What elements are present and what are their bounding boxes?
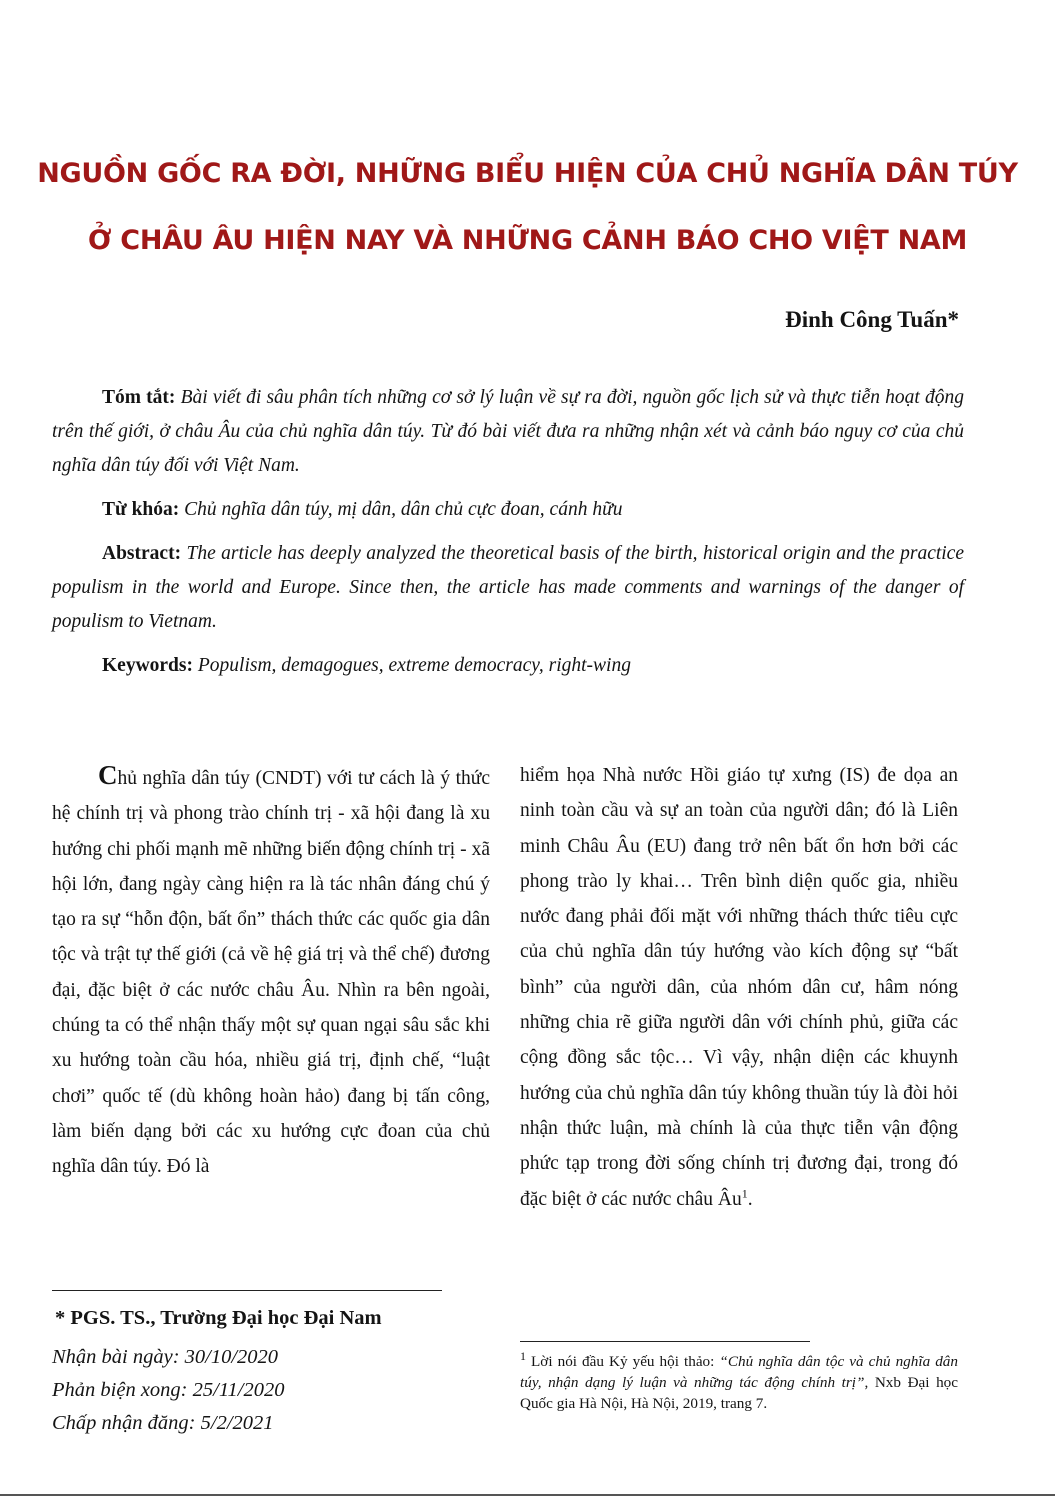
abstract-vi-label: Tóm tắt:	[102, 387, 176, 408]
footnote-title: “Chủ nghĩa dân tộc và chủ nghĩa dân túy, nhận dạng lý luận và những tác động chính trị”	[520, 1353, 958, 1391]
footnote-divider-left	[52, 1290, 442, 1291]
keywords-vi-label: Từ khóa:	[102, 499, 180, 520]
body-right-end: .	[747, 1188, 753, 1210]
keywords-en-label: Keywords:	[102, 655, 193, 676]
title-line-1: NGUỒN GỐC RA ĐỜI, NHỮNG BIỂU HIỆN CỦA CHỦ NGHĨA DÂN TÚY	[37, 158, 1018, 189]
reviewed-date: Phản biện xong: 25/11/2020	[52, 1379, 285, 1401]
keywords-en	[52, 649, 964, 683]
abstract-en-label: Abstract:	[102, 543, 182, 564]
body-column-right	[520, 758, 958, 1217]
keywords-vi-text: Chủ nghĩa dân túy, mị dân, dân chủ cực đoan, cánh hữu	[184, 499, 623, 520]
submission-dates	[52, 1341, 285, 1440]
author-affiliation: * PGS. TS., Trường Đại học Đại Nam	[55, 1307, 382, 1329]
body-column-left	[52, 758, 490, 1185]
footnote-1	[520, 1348, 959, 1414]
article-title	[30, 140, 1025, 274]
body-left-text: hủ nghĩa dân túy (CNDT) với tư cách là ý thức hệ chính trị và phong trào chính trị - xã hội đang là xu hướng chi phối mạnh mẽ những biến động chính trị - xã hội lớn, đang ngày càng hiện ra là tác nhân đáng chú ý tạo ra sự “hỗn độn, bất ổn” thách thức các quốc gia dân tộc và trật tự thế giới (cả về hệ giá trị và thể chế) đương đại, đặc biệt ở các nước châu Âu. Nhìn ra bên ngoài, chúng ta có thể nhận thấy một sự quan ngại sâu sắc khi xu hướng toàn cầu hóa, nhiều giá trị, định chế, “luật chơi” quốc tế (dù không hoàn hảo) đang bị tấn công, làm biến dạng bởi các xu hướng cực đoan của chủ nghĩa dân túy. Đó là	[52, 768, 490, 1178]
footnote-divider-right	[520, 1341, 810, 1342]
author-name: Đinh Công Tuấn*	[785, 307, 959, 332]
scan-bottom-edge	[0, 1494, 1055, 1496]
title-line-2: Ở CHÂU ÂU HIỆN NAY VÀ NHỮNG CẢNH BÁO CHO VIỆT NAM	[87, 225, 968, 256]
received-date: Nhận bài ngày: 30/10/2020	[52, 1346, 279, 1368]
keywords-vi	[52, 493, 964, 527]
footnote-suffix: , Nxb Đại học Quốc gia Hà Nội, Hà Nội, 2019, trang 7.	[520, 1374, 959, 1412]
footnote-number: 1	[520, 1348, 526, 1363]
abstract-vi	[52, 381, 964, 483]
drop-cap: C	[98, 760, 118, 790]
footnote-prefix: Lời nói đầu Kỷ yếu hội thảo:	[526, 1353, 720, 1370]
abstract-section	[52, 381, 964, 683]
abstract-en	[52, 537, 964, 639]
abstract-en-text: The article has deeply analyzed the theoretical basis of the birth, historical origin and the practice populism in the world and Europe. Since then, the article has made comments and warnings of the danger of populism to Vietnam.	[52, 543, 964, 632]
accepted-date: Chấp nhận đăng: 5/2/2021	[52, 1412, 274, 1434]
body-right-text: hiểm họa Nhà nước Hồi giáo tự xưng (IS) đe dọa an ninh toàn cầu và sự an toàn của người dân; đó là Liên minh Châu Âu (EU) đang trở nên bất ổn hơn bởi các phong trào ly khai… Trên bình diện quốc gia, nhiều nước đang phải đối mặt với những thách thức tiêu cực của chủ nghĩa dân túy hướng vào kích động sự “bất bình” của người dân, của nhóm dân cư, hâm nóng những chia rẽ giữa người dân với chính phủ, giữa các cộng đồng sắc tộc… Vì vậy, nhận diện các khuynh hướng của chủ nghĩa dân túy không thuần túy là đòi hỏi nhận thức luận, mà chính là của thực tiễn vận động phức tạp trong đời sống chính trị đương đại, trong đó đặc biệt ở các nước châu Âu	[520, 765, 958, 1210]
footnote-ref-1[interactable]: 1	[741, 1186, 748, 1201]
keywords-en-text: Populism, demagogues, extreme democracy, right-wing	[197, 655, 631, 676]
abstract-vi-text: Bài viết đi sâu phân tích những cơ sở lý luận về sự ra đời, nguồn gốc lịch sử và thực tiễn hoạt động trên thế giới, ở châu Âu của chủ nghĩa dân túy. Từ đó bài viết đưa ra những nhận xét và cảnh báo nguy cơ của chủ nghĩa dân túy đối với Việt Nam.	[52, 387, 965, 476]
